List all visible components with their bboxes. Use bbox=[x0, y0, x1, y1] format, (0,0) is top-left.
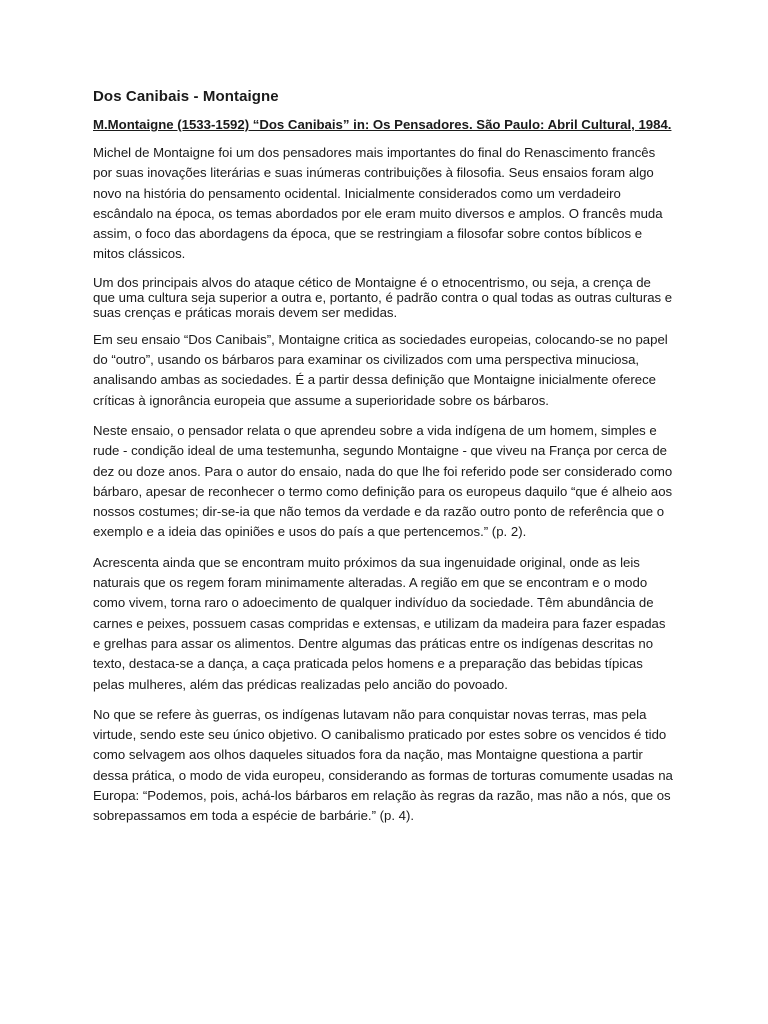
paragraph-natural-laws: Acrescenta ainda que se encontram muito próximos da sua ingenuidade original, onde as leis naturais que os regem foram minimamente alteradas. A região em que se encontram e o modo como vivem, torna raro o adoecimento de qualquer indivíduo da sociedade. Têm abundância de carnes e peixes, possuem casas compridas e extensas, e utilizam da madeira para fazer espadas e grelhas para assar os alimentos. Dentre algumas das práticas entre os indígenas descritas no texto, destaca-se a dança, a caça praticada pelos homens e a preparação das bebidas típicas pelas mulheres, além das prédicas realizadas pelo ancião do povoado. bbox=[93, 554, 666, 692]
paragraph-indigenous-witness: Neste ensaio, o pensador relata o que aprendeu sobre a vida indígena de um homem, simples e rude - condição ideal de uma testemunha, segundo Montaigne - que viveu na França por cerca de dez ou doze anos. Para o autor do ensaio, nada do que lhe foi referido pode ser considerado como bárbaro, apesar de reconhecer o termo como definição para os europeus daquilo “que é alheio aos nossos costumes; dir-se-ia que não temos da verdade e da razão outro ponto de referência que o exemplo e a ideia das opiniões e usos do país a que pertencemos.” (p. 2). bbox=[93, 422, 673, 540]
document-title: Dos Canibais - Montaigne bbox=[93, 88, 279, 105]
paragraph-ethnocentrism: Um dos principais alvos do ataque cético de Montaigne é o etnocentrismo, ou seja, a crença de que uma cultura seja superior a outra e, portanto, é padrão contra o qual todas as outras culturas e suas crenças e práticas morais devem ser medidas. bbox=[93, 274, 673, 320]
bibliographic-reference: M.Montaigne (1533-1592) “Dos Canibais” in: Os Pensadores. São Paulo: Abril Cultural, 1984. bbox=[93, 117, 672, 132]
paragraph-essay-critique: Em seu ensaio “Dos Canibais”, Montaigne critica as sociedades europeias, colocando-se no papel do “outro”, usando os bárbaros para examinar os civilizados com uma perspectiva minuciosa, analisando ambas as sociedades. É a partir dessa definição que Montaigne inicialmente oferece críticas à ignorância europeia que assume a superioridade sobre os bárbaros. bbox=[93, 331, 668, 408]
document-page bbox=[93, 88, 675, 837]
paragraph-intro: Michel de Montaigne foi um dos pensadores mais importantes do final do Renascimento francês por suas inovações literárias e suas inúmeras contribuições à filosofia. Seus ensaios foram algo novo na história do pensamento ocidental. Inicialmente considerados como um verdadeiro escândalo na época, os temas abordados por ele eram muito diversos e amplos. O francês muda assim, o foco das abordagens da época, que se restringiam a filosofar sobre contos bíblicos e mitos clássicos. bbox=[93, 145, 663, 262]
paragraph-wars-cannibalism: No que se refere às guerras, os indígenas lutavam não para conquistar novas terras, mas pela virtude, sendo este seu único objetivo. O canibalismo praticado por estes sobre os vencidos é tido como selvagem aos olhos daqueles situados fora da nação, mas Montaigne questiona a partir dessa prática, o modo de vida europeu, considerando as formas de torturas comumente usadas na Europa: “Podemos, pois, achá-los bárbaros em relação às regras da razão, mas não a nós, que os sobrepassamos em toda a espécie de barbárie.” (p. 4). bbox=[93, 706, 673, 824]
